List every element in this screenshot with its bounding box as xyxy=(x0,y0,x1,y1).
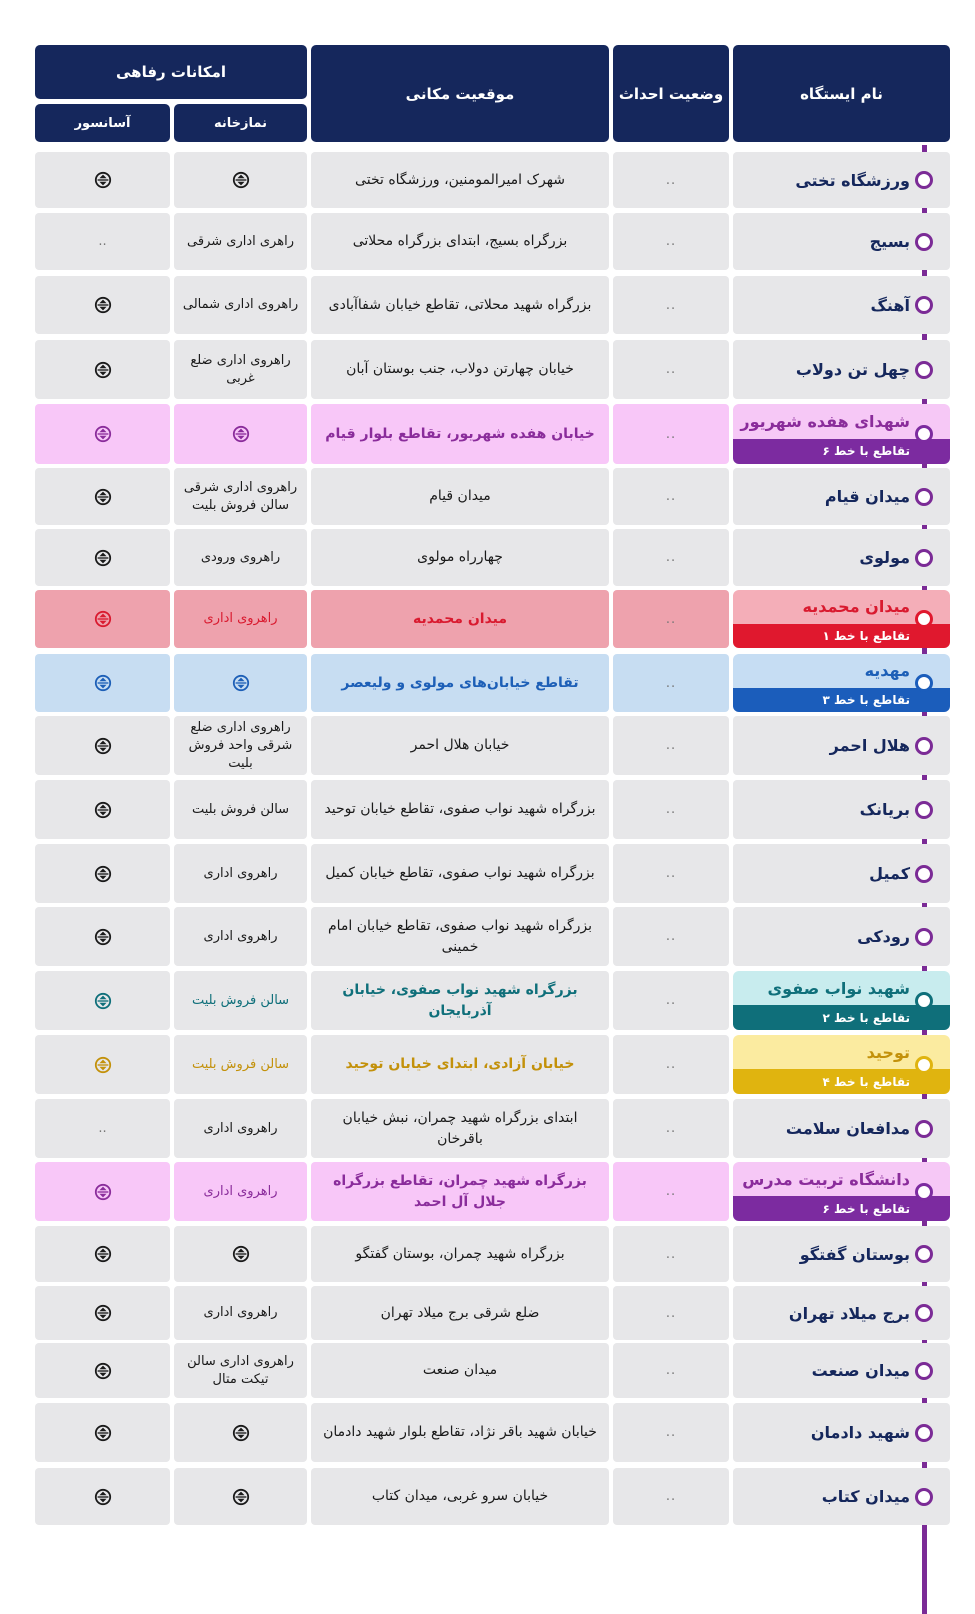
header-status: وضعیت احداث xyxy=(613,45,729,142)
construction-status: .. xyxy=(613,1343,729,1398)
table-row xyxy=(35,1035,950,1094)
table-row xyxy=(35,1343,950,1398)
construction-status: .. xyxy=(613,780,729,839)
construction-status: .. xyxy=(613,468,729,525)
prayer-room-info: راهروی اداری xyxy=(174,1286,307,1340)
station-location: شهرک امیرالمومنین، ورزشگاه تختی xyxy=(311,152,609,208)
station-location: بزرگراه شهید نواب صفوی، تقاطع خیابان کمیل xyxy=(311,844,609,903)
station-location: بزرگراه شهید نواب صفوی، تقاطع خیابان امام خمینی xyxy=(311,907,609,966)
elevator-available xyxy=(35,340,170,399)
station-location: ابتدای بزرگراه شهید چمران، نبش خیابان باقرخان xyxy=(311,1099,609,1158)
station-location: خیابان هفده شهریور، تقاطع بلوار قیام xyxy=(311,404,609,464)
station-name[interactable]: کمیل xyxy=(733,844,950,903)
station-name[interactable]: چهل تن دولاب xyxy=(733,340,950,399)
table-row xyxy=(35,1226,950,1282)
construction-status: .. xyxy=(613,590,729,648)
elevator-icon xyxy=(94,1424,112,1442)
table-row xyxy=(35,716,950,775)
station-name[interactable]: میدان صنعت xyxy=(733,1343,950,1398)
elevator-icon xyxy=(94,928,112,946)
elevator-available xyxy=(35,1162,170,1221)
station-location: خیابان شهید باقر نژاد، تقاطع بلوار شهید دادمان xyxy=(311,1403,609,1462)
elevator-icon xyxy=(94,425,112,443)
elevator-available xyxy=(35,590,170,648)
construction-status: .. xyxy=(613,276,729,334)
prayer-room-info: سالن فروش بلیت xyxy=(174,1035,307,1094)
table-row xyxy=(35,844,950,903)
station-name[interactable]: برج میلاد تهران xyxy=(733,1286,950,1340)
station-name[interactable]: مولوی xyxy=(733,529,950,586)
station-location: میدان قیام xyxy=(311,468,609,525)
prayer-room-info: راهروی اداری ضلع غربی xyxy=(174,340,307,399)
table-row xyxy=(35,276,950,334)
elevator-icon xyxy=(232,674,250,692)
elevator-icon xyxy=(232,1245,250,1263)
station-name[interactable]: هلال احمر xyxy=(733,716,950,775)
station-dot xyxy=(915,361,933,379)
prayer-room-available xyxy=(174,1468,307,1525)
transfer-label: تقاطع با خط ۲ xyxy=(733,1005,950,1030)
transfer-label: تقاطع با خط ۱ xyxy=(733,624,950,648)
station-dot xyxy=(915,488,933,506)
elevator-icon xyxy=(94,1245,112,1263)
station-dot xyxy=(915,425,933,443)
station-location: خیابان آزادی، ابتدای خیابان توحید xyxy=(311,1035,609,1094)
prayer-room-info: راهروی اداری xyxy=(174,590,307,648)
table-row xyxy=(35,654,950,712)
elevator-icon xyxy=(232,1488,250,1506)
station-name: دانشگاه تربیت مدرس xyxy=(733,1162,950,1196)
construction-status: .. xyxy=(613,971,729,1030)
prayer-room-info: راهروی اداری xyxy=(174,844,307,903)
elevator-available xyxy=(35,780,170,839)
prayer-room-info: راهروی اداری ضلع شرقی واحد فروش بلیت xyxy=(174,716,307,775)
construction-status: .. xyxy=(613,213,729,270)
elevator-available xyxy=(35,971,170,1030)
station-dot xyxy=(915,865,933,883)
construction-status: .. xyxy=(613,716,729,775)
elevator-icon xyxy=(94,801,112,819)
elevator-icon xyxy=(94,171,112,189)
table-row xyxy=(35,213,950,270)
construction-status: .. xyxy=(613,340,729,399)
elevator-icon xyxy=(232,171,250,189)
elevator-available xyxy=(35,1403,170,1462)
elevator-available xyxy=(35,654,170,712)
station-location: بزرگراه شهید چمران، بوستان گفتگو xyxy=(311,1226,609,1282)
prayer-room-available xyxy=(174,1403,307,1462)
elevator-info: .. xyxy=(35,1099,170,1158)
transfer-label: تقاطع با خط ۶ xyxy=(733,439,950,464)
elevator-icon xyxy=(94,674,112,692)
table-row xyxy=(35,971,950,1030)
station-dot xyxy=(915,1245,933,1263)
construction-status: .. xyxy=(613,907,729,966)
construction-status: .. xyxy=(613,1099,729,1158)
table-row xyxy=(35,404,950,464)
station-dot xyxy=(915,737,933,755)
prayer-room-info: راهروی اداری شمالی xyxy=(174,276,307,334)
station-name[interactable]: آهنگ xyxy=(733,276,950,334)
elevator-icon xyxy=(94,1362,112,1380)
station-dot xyxy=(915,1120,933,1138)
station-name: میدان محمدیه xyxy=(733,590,950,624)
construction-status: .. xyxy=(613,1468,729,1525)
table-row xyxy=(35,907,950,966)
elevator-icon xyxy=(232,1424,250,1442)
elevator-icon xyxy=(94,992,112,1010)
station-name[interactable]: شهید دادمان xyxy=(733,1403,950,1462)
station-location: چهارراه مولوی xyxy=(311,529,609,586)
station-name[interactable]: بسیج xyxy=(733,213,950,270)
station-dot xyxy=(915,1488,933,1506)
prayer-room-info: راهروی اداری xyxy=(174,1162,307,1221)
elevator-available xyxy=(35,152,170,208)
station-location: بزرگراه شهید چمران، تقاطع بزرگراه جلال آل احمد xyxy=(311,1162,609,1221)
transfer-label: تقاطع با خط ۶ xyxy=(733,1196,950,1221)
station-location: بزرگراه بسیج، ابتدای بزرگراه محلاتی xyxy=(311,213,609,270)
header-location: موقعیت مکانی xyxy=(311,45,609,142)
station-dot xyxy=(915,674,933,692)
station-name[interactable]: بوستان گفتگو xyxy=(733,1226,950,1282)
elevator-available xyxy=(35,1343,170,1398)
station-name: شهدای هفده شهریور xyxy=(733,404,950,439)
transfer-label: تقاطع با خط ۳ xyxy=(733,688,950,712)
prayer-room-info: راهری اداری شرقی xyxy=(174,213,307,270)
station-location: ضلع شرقی برج میلاد تهران xyxy=(311,1286,609,1340)
construction-status: .. xyxy=(613,1035,729,1094)
station-name[interactable]: ورزشگاه تختی xyxy=(733,152,950,208)
table-row xyxy=(35,1162,950,1221)
construction-status: .. xyxy=(613,654,729,712)
station-dot xyxy=(915,928,933,946)
station-dot xyxy=(915,171,933,189)
prayer-room-available xyxy=(174,654,307,712)
prayer-room-info: سالن فروش بلیت xyxy=(174,780,307,839)
station-name: شهید نواب صفوی xyxy=(733,971,950,1005)
table-row xyxy=(35,1286,950,1340)
prayer-room-available xyxy=(174,1226,307,1282)
elevator-icon xyxy=(94,1304,112,1322)
elevator-available xyxy=(35,907,170,966)
construction-status: .. xyxy=(613,529,729,586)
elevator-available xyxy=(35,844,170,903)
prayer-room-available xyxy=(174,152,307,208)
header-facilities: امکانات رفاهی xyxy=(35,45,307,99)
elevator-icon xyxy=(94,549,112,567)
construction-status: .. xyxy=(613,152,729,208)
table-row xyxy=(35,1468,950,1525)
elevator-available xyxy=(35,529,170,586)
station-location: خیابان سرو غربی، میدان کتاب xyxy=(311,1468,609,1525)
prayer-room-info: راهروی ورودی xyxy=(174,529,307,586)
construction-status: .. xyxy=(613,404,729,464)
elevator-available xyxy=(35,276,170,334)
station-location: میدان صنعت xyxy=(311,1343,609,1398)
station-dot xyxy=(915,549,933,567)
elevator-icon xyxy=(94,1183,112,1201)
transfer-label: تقاطع با خط ۴ xyxy=(733,1069,950,1094)
station-location: خیابان هلال احمر xyxy=(311,716,609,775)
elevator-icon xyxy=(94,296,112,314)
table-row xyxy=(35,529,950,586)
station-dot xyxy=(915,1304,933,1322)
table-row xyxy=(35,340,950,399)
prayer-room-info: راهروی اداری xyxy=(174,1099,307,1158)
station-location: تقاطع خیابان‌های مولوی و ولیعصر xyxy=(311,654,609,712)
construction-status: .. xyxy=(613,1226,729,1282)
station-dot xyxy=(915,1362,933,1380)
construction-status: .. xyxy=(613,844,729,903)
elevator-icon xyxy=(94,865,112,883)
elevator-icon xyxy=(94,1488,112,1506)
station-dot xyxy=(915,233,933,251)
station-location: میدان محمدیه xyxy=(311,590,609,648)
station-dot xyxy=(915,801,933,819)
construction-status: .. xyxy=(613,1162,729,1221)
station-name: مهدیه xyxy=(733,654,950,688)
elevator-icon xyxy=(94,1056,112,1074)
station-location: خیابان چهارتن دولاب، جنب بوستان آبان xyxy=(311,340,609,399)
station-dot xyxy=(915,296,933,314)
elevator-available xyxy=(35,1035,170,1094)
elevator-available xyxy=(35,404,170,464)
elevator-available xyxy=(35,1286,170,1340)
station-name[interactable]: مدافعان سلامت xyxy=(733,1099,950,1158)
construction-status: .. xyxy=(613,1403,729,1462)
station-name: توحید xyxy=(733,1035,950,1069)
elevator-available xyxy=(35,468,170,525)
station-name[interactable]: بریانک xyxy=(733,780,950,839)
elevator-icon xyxy=(94,610,112,628)
elevator-available xyxy=(35,716,170,775)
prayer-room-available xyxy=(174,404,307,464)
station-location: بزرگراه شهید نواب صفوی، خیابان آذربایجان xyxy=(311,971,609,1030)
station-location: بزرگراه شهید محلاتی، تقاطع خیابان شفاآبادی xyxy=(311,276,609,334)
station-dot xyxy=(915,1424,933,1442)
table-row xyxy=(35,780,950,839)
elevator-icon xyxy=(94,737,112,755)
elevator-available xyxy=(35,1226,170,1282)
table-row xyxy=(35,152,950,208)
station-dot xyxy=(915,1183,933,1201)
elevator-icon xyxy=(94,488,112,506)
table-row xyxy=(35,468,950,525)
elevator-icon xyxy=(94,361,112,379)
station-dot xyxy=(915,1056,933,1074)
station-name[interactable]: میدان قیام xyxy=(733,468,950,525)
construction-status: .. xyxy=(613,1286,729,1340)
station-location: بزرگراه شهید نواب صفوی، تقاطع خیابان توحید xyxy=(311,780,609,839)
header-prayer: نمازخانه xyxy=(174,104,307,142)
prayer-room-info: راهروی اداری xyxy=(174,907,307,966)
elevator-available xyxy=(35,1468,170,1525)
prayer-room-info: سالن فروش بلیت xyxy=(174,971,307,1030)
station-name[interactable]: رودکی xyxy=(733,907,950,966)
table-row xyxy=(35,1403,950,1462)
prayer-room-info: راهروی اداری شرقی سالن فروش بلیت xyxy=(174,468,307,525)
elevator-icon xyxy=(232,425,250,443)
station-name[interactable]: میدان کتاب xyxy=(733,1468,950,1525)
table-row xyxy=(35,590,950,648)
header-elevator: آسانسور xyxy=(35,104,170,142)
table-row xyxy=(35,1099,950,1158)
station-dot xyxy=(915,992,933,1010)
header-station: نام ایستگاه xyxy=(733,45,950,142)
prayer-room-info: راهروی اداری سالن تیکت متال xyxy=(174,1343,307,1398)
station-dot xyxy=(915,610,933,628)
elevator-info: .. xyxy=(35,213,170,270)
